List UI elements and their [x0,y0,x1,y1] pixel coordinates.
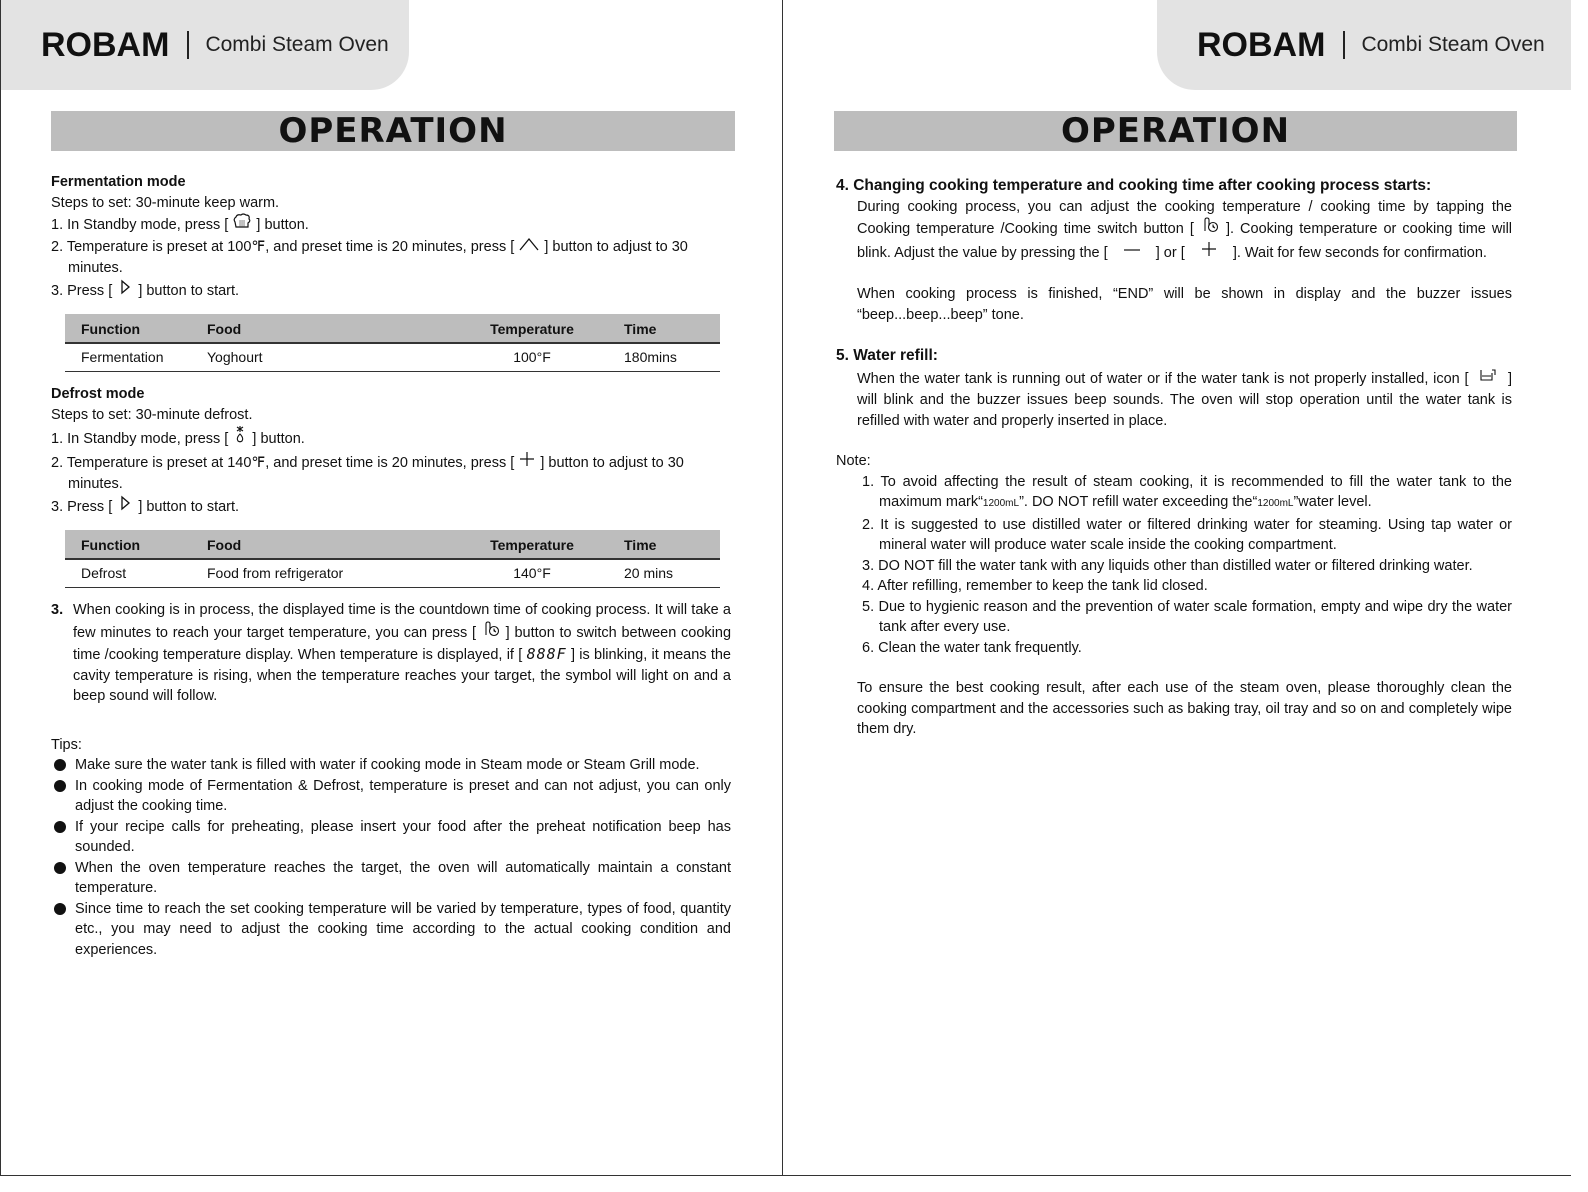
tip-item [51,755,731,776]
brand-logo: ROBAM [1197,25,1326,64]
table-cell: 140°F [462,559,602,588]
step-text: 2. Temperature is preset at 100℉, and preset time is 20 minutes, press [ [51,238,515,255]
table-row [65,559,720,588]
tips-title: Tips: [51,736,82,753]
step-text: 3. Press [ [51,282,113,299]
tip-text: In cooking mode of Fermentation & Defrost, temperature is preset and can not adjust, you can only adjust the cooking time. [75,777,731,814]
defrost-step-1 [51,425,731,451]
fermentation-steps-intro: Steps to set: 30-minute keep warm. [51,194,280,211]
table-cell: Food from refrigerator [191,559,462,588]
minus-icon [1112,243,1152,265]
fermentation-step-1 [51,213,731,237]
chevron-up-icon [518,237,540,259]
item-4-paragraph [836,197,1512,265]
fermentation-table [65,314,720,372]
item-4-finish-paragraph: When cooking process is finished, “END” will be shown in display and the buzzer issues “beep...beep...beep” tone. [857,286,1512,323]
plus-icon [518,451,536,475]
note-text: ”water level. [1293,494,1372,510]
column-header: Food [191,314,462,343]
tip-text: When the oven temperature reaches the target, the oven will automatically maintain a constant temperature. [75,859,731,896]
table-row [65,343,720,372]
paragraph-text: ] is blinking, it means the cavity temperature is rising, when the temperature reaches your target, the symbol will light on and a beep sound will follow. [73,647,731,704]
item-5-title: 5. Water refill: [836,347,938,364]
step-text: ] button to adjust to 30 [544,238,688,255]
tip-text: If your recipe calls for preheating, please insert your food after the preheat notification beep has sounded. [75,818,731,855]
note-text: 1. To avoid affecting the result of steam cooking, it is recommended to fill the water tank to the maximum mark“ [862,473,1512,510]
table-cell: Yoghourt [191,343,462,372]
defrost-step-3 [51,495,731,519]
column-header: Function [65,314,191,343]
closing-paragraph: To ensure the best cooking result, after each use of the steam oven, please thoroughly clean the cooking compartment and the accessories such as baking tray, oil tray and so on and completely wipe them dry. [857,680,1512,737]
paragraph-text: ] will blink and the buzzer issues beep sounds. The oven will stop operation until the water tank is refilled with water and properly inserted in place. [857,370,1513,429]
left-content [51,172,731,960]
bullet-icon [54,903,66,915]
note-item: 2. It is suggested to use distilled water or filtered drinking water for steaming. Using tap water or mineral water will produce water scale inside the cooking compartment. [862,516,1512,553]
step-text: ] button to adjust to 30 [540,454,684,471]
item-3-number: 3. [51,602,64,618]
svg-text:|||: ||| [239,220,246,227]
header-divider [1343,31,1345,59]
column-header: Food [191,530,462,559]
note-item: 3. DO NOT fill the water tank with any liquids other than distilled water or filtered drinking water. [862,557,1473,574]
step-text: ] button to start. [138,282,240,299]
play-icon [116,495,134,519]
fermentation-step-2 [51,237,731,259]
paragraph-text: ] button to switch between cooking time /cooking temperature display. When temperature is displayed, if [ [73,624,732,663]
note-item: 5. Due to hygienic reason and the prevention of water scale formation, empty and wipe dry the water tank after every use. [862,598,1512,635]
defrost-icon [232,425,248,451]
column-header: Temperature [462,530,602,559]
item-4-title: 4. Changing cooking temperature and cooking time after cooking process starts: [836,177,1432,194]
paragraph-text: ]. Wait for few seconds for confirmation. [1232,244,1487,261]
paragraph-text: ] or [ [1155,244,1185,261]
note-title: Note: [836,453,871,469]
defrost-step-2-cont: minutes. [68,476,123,492]
tip-text: Make sure the water tank is filled with water if cooking mode in Steam mode or Steam Grill mode. [75,757,700,773]
temp-time-switch-icon [1200,217,1220,241]
water-mark-label: 1200mL [982,498,1020,509]
paragraph-text: When the water tank is running out of water or if the water tank is not properly installed, icon [ [857,370,1469,387]
paragraph-text: During cooking process, you can adjust the cooking temperature / cooking time by tapping the Cooking temperature /Cooking time switch button [ [857,198,1512,237]
section-banner: OPERATION [51,111,735,151]
column-header: Temperature [462,314,602,343]
defrost-steps-intro: Steps to set: 30-minute defrost. [51,406,253,423]
tip-item [51,899,731,961]
step-text: ] button. [256,217,309,233]
note-item: 4. After refilling, remember to keep the tank lid closed. [862,578,1208,594]
bullet-icon [54,821,66,833]
brand-logo: ROBAM [41,25,170,64]
fermentation-step-3 [51,279,731,303]
play-icon [116,279,134,303]
step-text: 1. In Standby mode, press [ [51,431,229,447]
fermentation-step-2-cont: minutes. [68,260,123,276]
column-header: Time [602,530,720,559]
fermentation-icon [232,213,252,237]
column-header: Function [65,530,191,559]
table-cell: Fermentation [65,343,191,372]
bullet-icon [54,759,66,771]
step-text: 1. In Standby mode, press [ [51,217,229,233]
bullet-icon [54,780,66,792]
defrost-table [65,530,720,588]
table-cell: 180mins [602,343,720,372]
step-text: ] button. [252,431,305,447]
step-text: ] button to start. [138,498,240,515]
table-cell: Defrost [65,559,191,588]
right-page [783,0,1571,1176]
note-item: 6. Clean the water tank frequently. [862,639,1082,656]
fermentation-mode-title: Fermentation mode [51,174,186,190]
tip-text: Since time to reach the set cooking temperature will be varied by temperature, types of food, quantity etc., you may need to adjust the cooking time according to the actual cooking condition and experiences. [75,900,731,958]
bullet-icon [54,862,66,874]
step-text: 3. Press [ [51,498,113,515]
tip-item [51,776,731,817]
tip-item [51,858,731,899]
note-item [858,472,1512,515]
paragraph-text: When cooking is in process, the displayed time is the countdown time of cooking process. It will take a few minutes to reach your target temperature, you can press [ [73,602,731,641]
product-name: Combi Steam Oven [205,33,389,56]
table-cell: 20 mins [602,559,720,588]
header-divider [187,31,189,59]
left-header [1,0,409,90]
note-text: ”. DO NOT refill water exceeding the“ [1019,494,1258,510]
paragraph-text: ]. Cooking temperature or cooking time will blink. Adjust the value by pressing the [ [857,221,1513,261]
right-header [1157,0,1571,90]
right-content [836,176,1512,740]
item-3-text [73,600,731,707]
step-text: 2. Temperature is preset at 140℉, and preset time is 20 minutes, press [ [51,454,515,471]
item-3-paragraph [51,600,731,707]
table-cell: 100°F [462,343,602,372]
temp-time-switch-icon [481,621,501,645]
section-banner: OPERATION [834,111,1517,151]
defrost-mode-title: Defrost mode [51,386,145,402]
left-page [0,0,783,1176]
tip-item [51,817,731,858]
water-mark-label: 1200mL [1257,498,1294,509]
item-5-paragraph [836,367,1512,432]
column-header: Time [602,314,720,343]
defrost-step-2 [51,451,731,475]
plus-icon [1189,241,1229,265]
lcd-display-indicator: 888F [526,645,567,663]
product-name: Combi Steam Oven [1361,33,1545,56]
water-tank-icon [1473,367,1503,391]
